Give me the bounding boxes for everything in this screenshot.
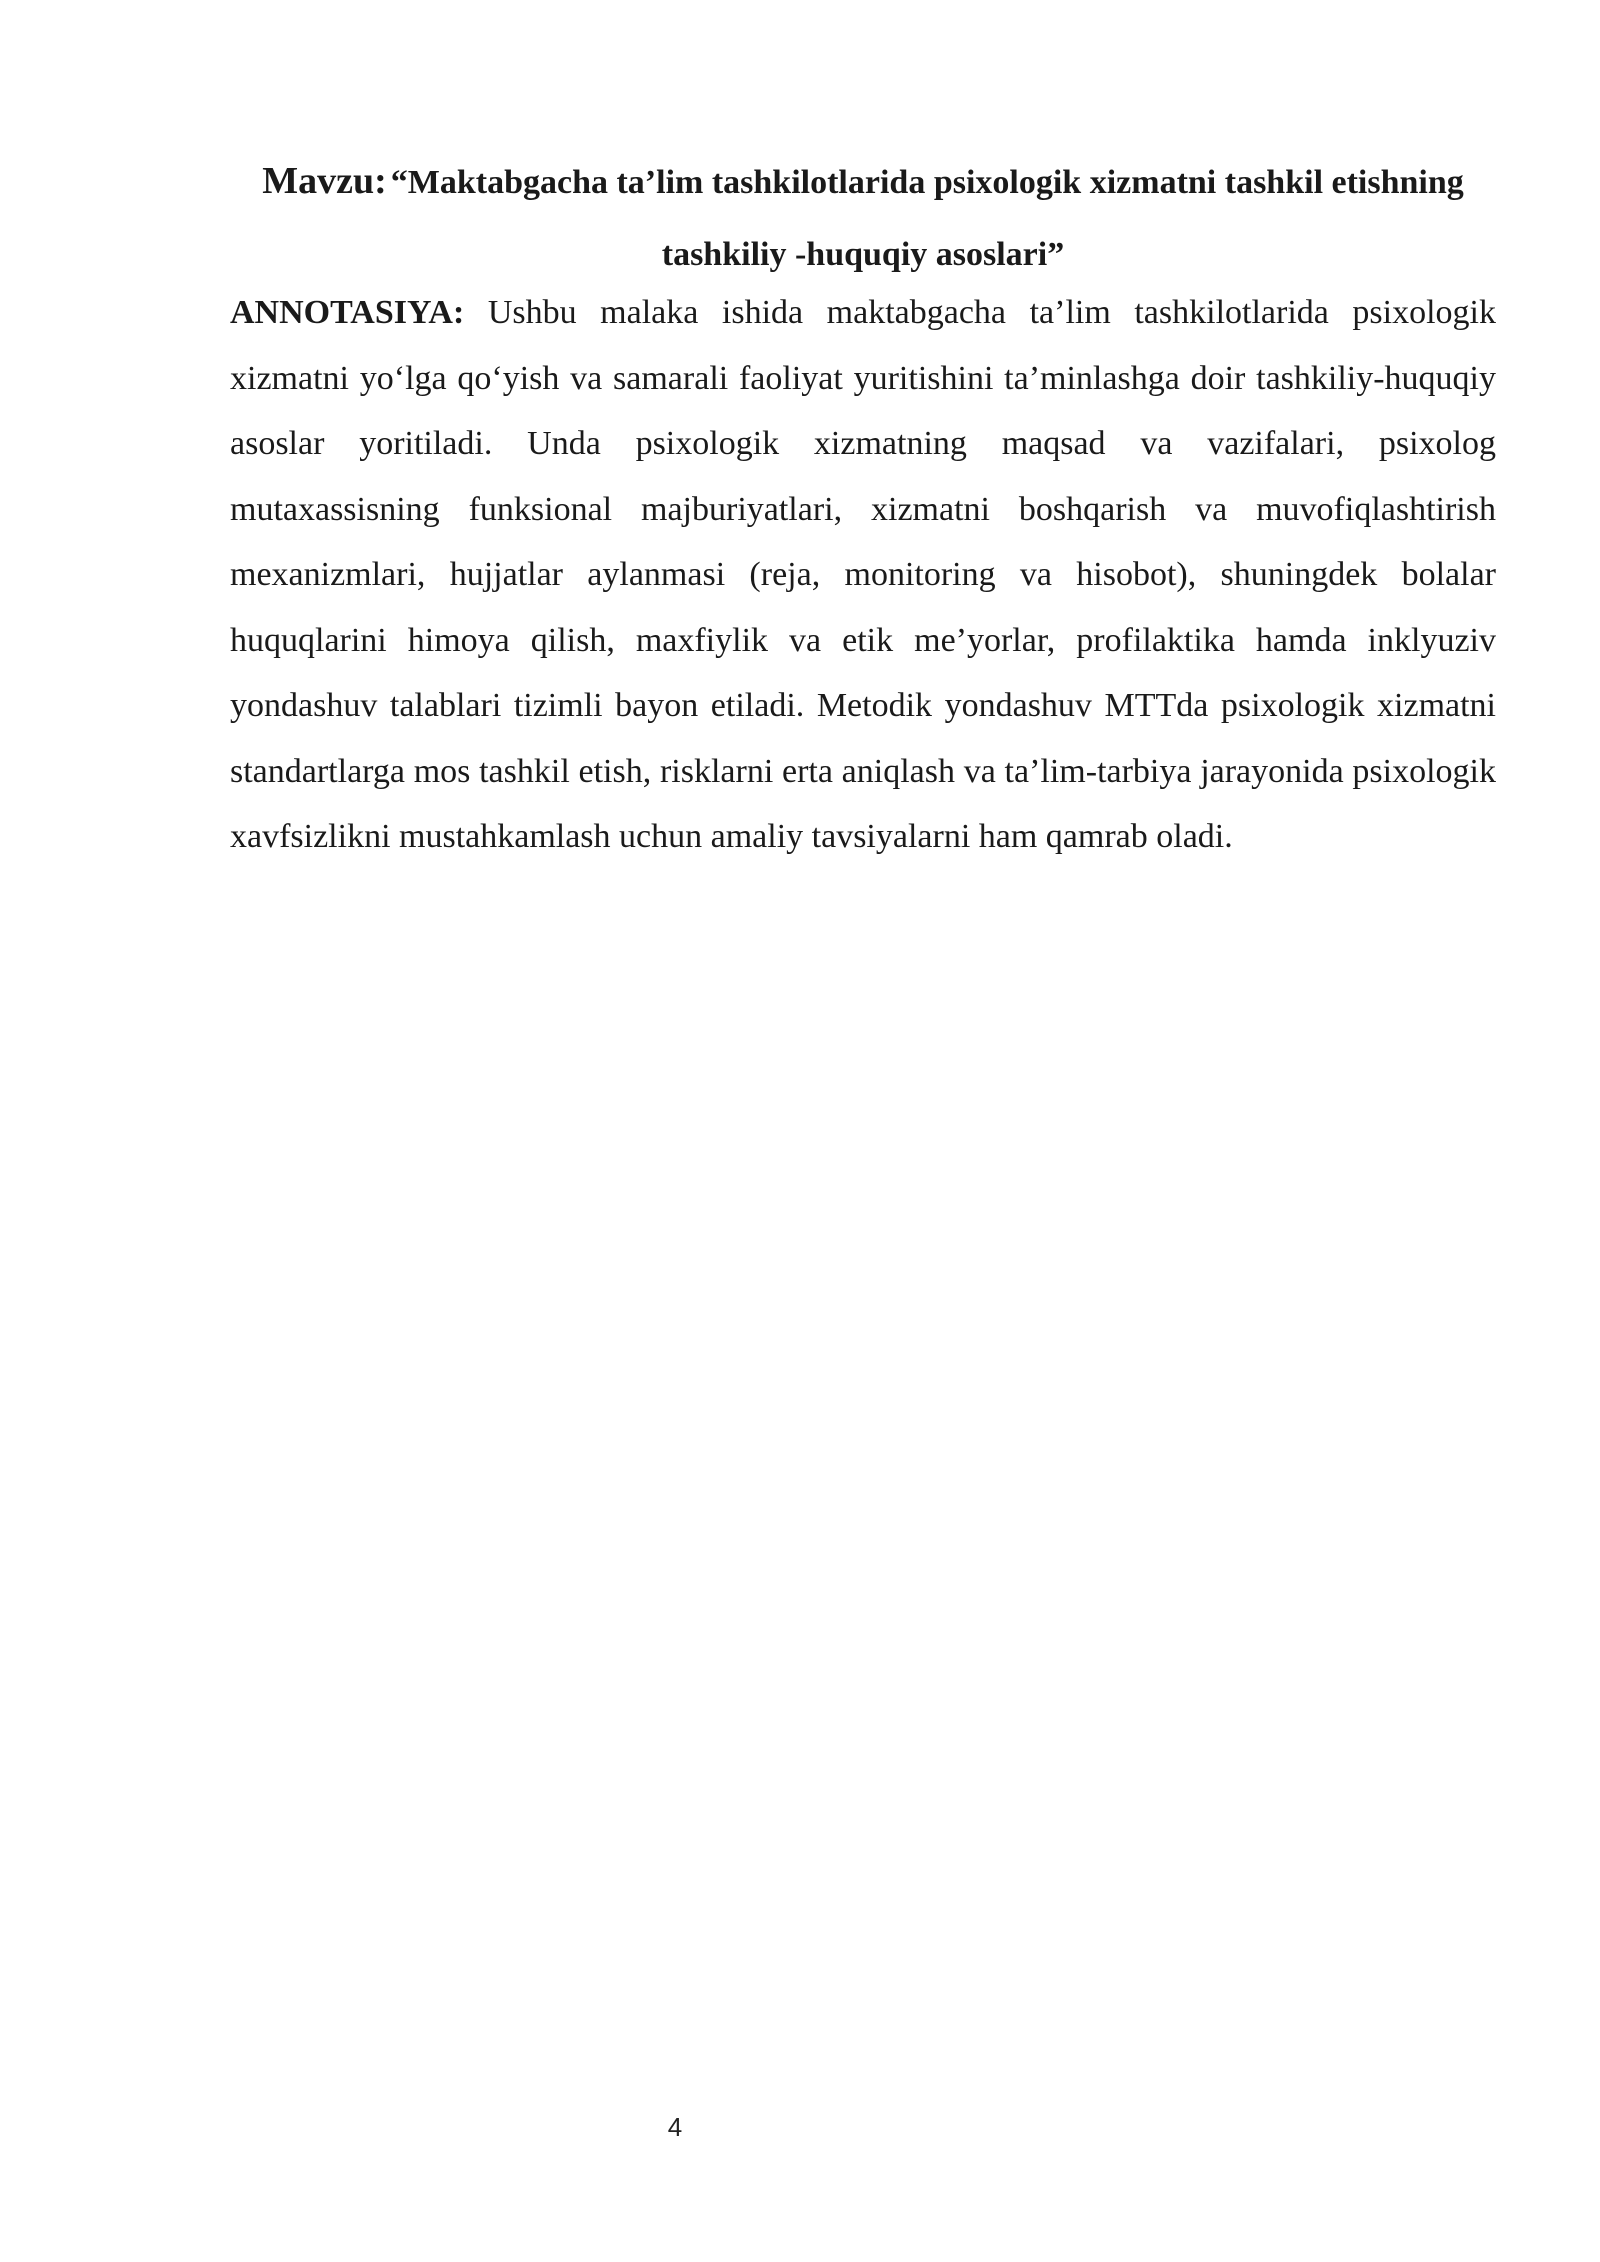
- title-text: “Maktabgacha ta’lim tashkilotlarida psixologik xizmatni tashkil etishning tashkiliy -huquqiy asoslari”: [390, 164, 1464, 273]
- abstract-text: Ushbu malaka ishida maktabgacha ta’lim tashkilotlarida psixologik xizmatni yo‘lga qo‘yish va samarali faoliyat yuritishini ta’minlashga doir tashkiliy-huquqiy asoslar yoritiladi. Unda psixologik xizmatning maqsad va vazifalari, psixolog mutaxassisning funksional majburiyatlari, xizmatni boshqarish va muvofiqlashtirish mexanizmlari, hujjatlar aylanmasi (reja, monitoring va hisobot), shuningdek bolalar huquqlarini himoya qilish, maxfiylik va etik me’yorlar, profilaktika hamda inklyuziv yondashuv talablari tizimli bayon etiladi. Metodik yondashuv MTTda psixologik xizmatni standartlarga mos tashkil etish, risklarni erta aniqlash va ta’lim-tarbiya jarayonida psixologik xavfsizlikni mustahkamlash uchun amaliy tavsiyalarni ham qamrab oladi.: [230, 294, 1496, 855]
- page-number: 4: [667, 2112, 683, 2142]
- title-label: Mavzu:: [262, 160, 387, 202]
- abstract-paragraph: [230, 280, 1496, 870]
- abstract-label: ANNOTASIYA:: [230, 294, 465, 331]
- document-title: [230, 148, 1496, 294]
